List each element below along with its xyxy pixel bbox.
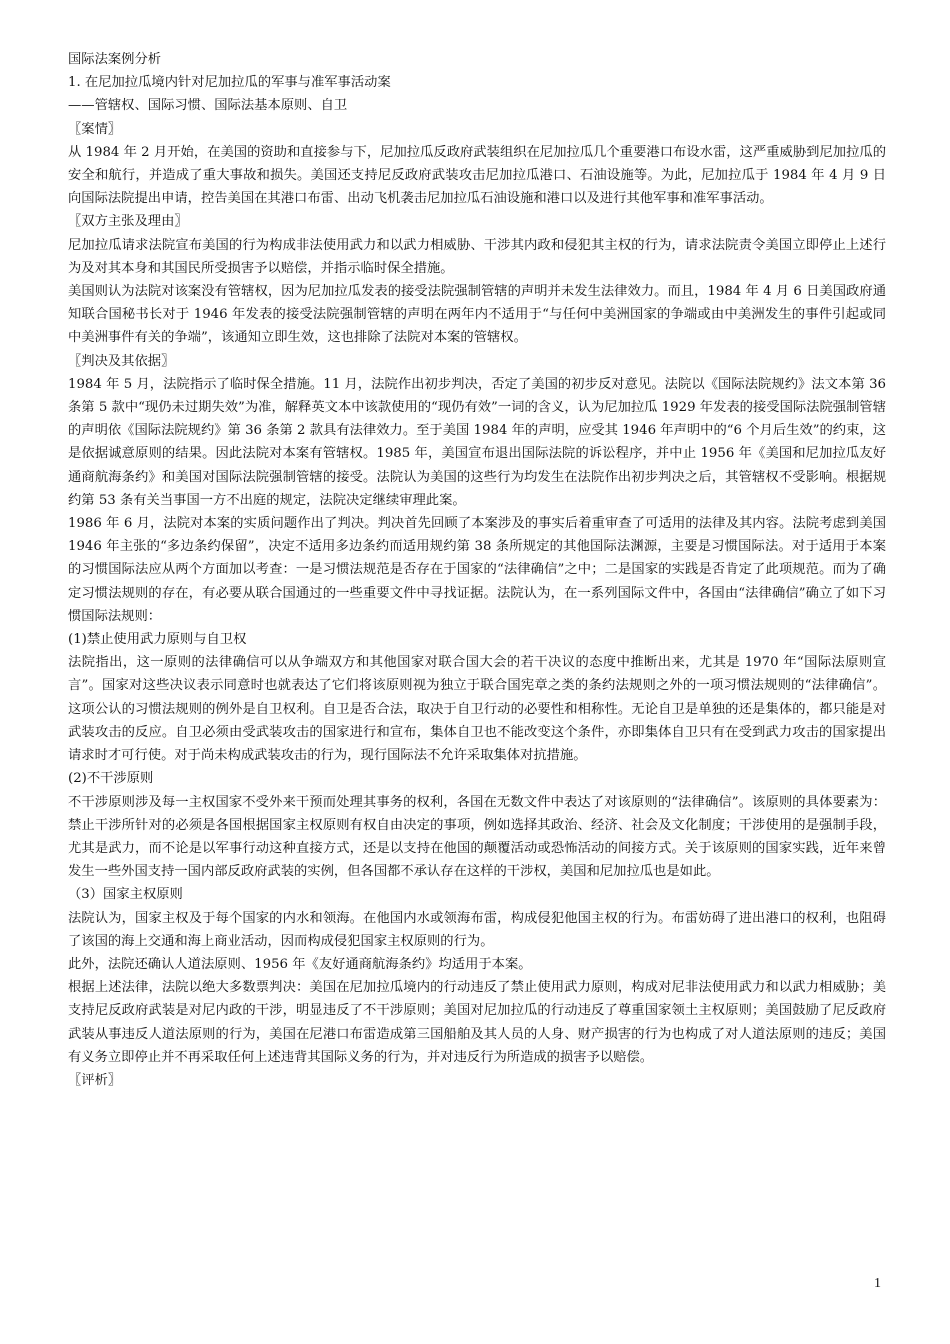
facts-paragraph: 从 1984 年 2 月开始，在美国的资助和直接参与下，尼加拉瓜反政府武装组织在尼加拉瓜几个重要港口布设水雷，这严重威胁到尼加拉瓜的安全和航行，并造成了重大事故和损失。美国还支持尼反政府武装攻击尼加拉瓜港口、石油设施等。为此，尼加拉瓜于 1984 年 4 月 9 日向国际法院提出申请，控告美国在其港口布雷、出动飞机袭击尼加拉瓜石油设施和港口以及进行其他军事和准军事活动。	[68, 144, 886, 207]
principle-1-heading: (1)禁止使用武力原则与自卫权	[68, 632, 247, 648]
principle-2-heading: (2)不干涉原则	[68, 771, 154, 787]
principle-3-heading: （3）国家主权原则	[68, 887, 183, 903]
claim-us-paragraph: 美国则认为法院对该案没有管辖权，因为尼加拉瓜发表的接受法院强制管辖的声明并未发生法律效力。而且，1984 年 4 月 6 日美国政府通知联合国秘书长对于 1946 年发表的接受法院强制管辖的声明在两年内不适用于“与任何中美洲国家的争端或由中美洲发生的事件引起或同中美洲事件有关的争端”，该通知立即生效，这也排除了法院对本案的管辖权。	[68, 284, 886, 346]
section-heading-comment: 〖评析〗	[68, 1072, 122, 1088]
document-title: 国际法案例分析	[68, 52, 162, 67]
section-heading-judgment: 〖判决及其依据〗	[68, 353, 175, 369]
page-number: 1	[874, 1276, 881, 1291]
document-page	[68, 48, 886, 1092]
principle-2-paragraph: 不干涉原则涉及每一主权国家不受外来干预而处理其事务的权利，各国在无数文件中表达了对该原则的“法律确信”。该原则的具体要素为：禁止干涉所针对的必须是各国根据国家主权原则有权自由决定的事项，例如选择其政治、经济、社会及文化制度；干涉使用的是强制手段，尤其是武力，而不论是以军事行动这种直接方式，还是以支持在他国的颠覆活动或恐怖活动的间接方式。关于该原则的国家实践，近年来曾发生一些外国支持一国内部反政府武装的实例，但各国都不承认存在这样的干涉权，美国和尼加拉瓜也是如此。	[68, 794, 886, 880]
section-heading-claims: 〖双方主张及理由〗	[68, 214, 188, 230]
verdict-paragraph: 根据上述法律，法院以绝大多数票判决：美国在尼加拉瓜境内的行动违反了禁止使用武力原则，构成对尼非法使用武力和以武力相威胁；美支持尼反政府武装是对尼内政的干涉，明显违反了不干涉原则；美国对尼加拉瓜的行动违反了尊重国家领土主权原则；美国鼓励了尼反政府武装从事违反人道法原则的行为，美国在尼港口布雷造成第三国船舶及其人员的人身、财产损害的行为也构成了对人道法原则的违反；美国有义务立即停止并不再采取任何上述违背其国际义务的行为，并对违反行为所造成的损害予以赔偿。	[68, 980, 886, 1065]
judgment-paragraph-1: 1984 年 5 月，法院指示了临时保全措施。11 月，法院作出初步判决，否定了美国的初步反对意见。法院以《国际法院规约》法文本第 36 条第 5 款中“现仍未过期失效”为准，解释英文本中该款使用的“现仍有效”一词的含义，认为尼加拉瓜 1929 年发表的接受国际法院强制管辖的声明依《国际法院规约》第 36 条第 2 款具有法律效力。至于美国 1984 年的声明，应受其 1946 年声明中的“6 个月后生效”的约束，这是依据诚意原则的结果。因此法院对本案有管辖权。1985 年，美国宣布退出国际法院的诉讼程序，并中止 1956 年《美国和尼加拉瓜友好通商航海条约》和美国对国际法院强制管辖的接受。法院认为美国的这些行为均发生在法院作出初步判决之后，其管辖权不受影响。根据规约第 53 条有关当事国一方不出庭的规定，法院决定继续审理此案。	[68, 376, 886, 508]
principle-1-paragraph: 法院指出，这一原则的法律确信可以从争端双方和其他国家对联合国大会的若干决议的态度中推断出来，尤其是 1970 年“国际法原则宣言”。国家对这些决议表示同意时也就表达了它们将该原则视为独立于联合国宪章之类的条约法规则之外的一项习惯法规则的“法律确信”。这项公认的习惯法规则的例外是自卫权利。自卫是否合法，取决于自卫行动的必要性和相称性。无论自卫是单独的还是集体的，都只能是对武装攻击的反应。自卫必须由受武装攻击的国家进行和宣布，集体自卫也不能改变这个条件，亦即集体自卫只有在受到武力攻击的国家提出请求时才可行使。对于尚未构成武装攻击的行为，现行国际法不允许采取集体对抗措施。	[68, 655, 886, 764]
additional-paragraph: 此外，法院还确认人道法原则、1956 年《友好通商航海条约》均适用于本案。	[68, 956, 532, 972]
case-title: 1. 在尼加拉瓜境内针对尼加拉瓜的军事与准军事活动案	[68, 75, 391, 91]
claim-nicaragua-paragraph: 尼加拉瓜请求法院宣布美国的行为构成非法使用武力和以武力相威胁、干涉其内政和侵犯其主权的行为，请求法院责令美国立即停止上述行为及对其本身和其国民所受损害予以赔偿，并指示临时保全措施。	[68, 237, 886, 276]
judgment-paragraph-2: 1986 年 6 月，法院对本案的实质问题作出了判决。判决首先回顾了本案涉及的事实后着重审查了可适用的法律及其内容。法院考虑到美国 1946 年主张的“多边条约保留”，决定不适用多边条约而适用规约第 38 条所规定的其他国际法渊源，主要是习惯国际法。对于适用于本案的习惯国际法应从两个方面加以考查：一是习惯法规范是否存在于国家的“法律确信”之中；二是国家的实践是否肯定了此项规范。而为了确定习惯法规则的存在，有必要从联合国通过的一些重要文件中寻找证据。法院认为，在一系列国际文件中，各国由“法律确信”确立了如下习惯国际法规则：	[68, 516, 886, 624]
case-subtitle: ——管辖权、国际习惯、国际法基本原则、自卫	[68, 98, 348, 114]
principle-3-paragraph: 法院认为，国家主权及于每个国家的内水和领海。在他国内水或领海布雷，构成侵犯他国主权的行为。布雷妨碍了进出港口的权利，也阻碍了该国的海上交通和海上商业活动，因而构成侵犯国家主权原则的行为。	[68, 910, 886, 949]
section-heading-facts: 〖案情〗	[68, 121, 122, 137]
